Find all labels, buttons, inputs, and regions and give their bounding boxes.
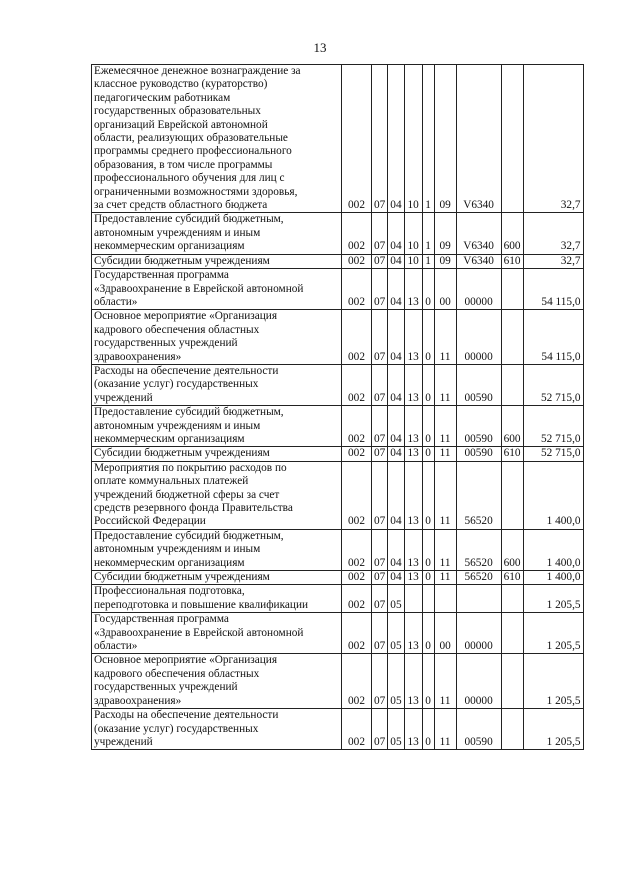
main-activity-code-cell: 11	[434, 447, 456, 461]
expense-direction-code-cell: 00590	[456, 709, 501, 750]
item-name-line: кадрового обеспечения областных	[94, 667, 260, 680]
table-body	[92, 65, 584, 750]
amount-cell: 32,7	[523, 254, 583, 268]
item-name-line: Российской Федерации	[94, 515, 206, 528]
main-activity-code-cell: 11	[434, 709, 456, 750]
item-name-cell	[92, 613, 342, 654]
item-name-cell	[92, 447, 342, 461]
expense-type-code-cell: 600	[501, 406, 523, 447]
program-code-cell: 13	[404, 461, 422, 529]
ministry-code-cell: 002	[342, 613, 372, 654]
ministry-code-cell: 002	[342, 709, 372, 750]
amount-cell: 54 115,0	[523, 310, 583, 365]
item-name-cell	[92, 254, 342, 268]
subprogram-code-cell: 0	[422, 447, 434, 461]
item-name-line: области»	[94, 640, 138, 653]
section-code-cell: 07	[372, 406, 388, 447]
table-row	[92, 613, 584, 654]
item-name-line: Профессиональная подготовка,	[94, 585, 245, 598]
item-name-cell	[92, 571, 342, 585]
amount-cell: 54 115,0	[523, 269, 583, 310]
program-code-cell: 13	[404, 571, 422, 585]
table-row	[92, 254, 584, 268]
expense-direction-code-cell: 00000	[456, 613, 501, 654]
ministry-code-cell: 002	[342, 447, 372, 461]
item-name-cell	[92, 529, 342, 570]
ministry-code-cell: 002	[342, 310, 372, 365]
subsection-code-cell: 04	[388, 529, 404, 570]
table-row	[92, 447, 584, 461]
subsection-code-cell: 04	[388, 461, 404, 529]
expense-type-code-cell	[501, 654, 523, 709]
item-name-line: «Здравоохранение в Еврейской автономной	[94, 626, 304, 639]
subsection-code-cell: 04	[388, 406, 404, 447]
amount-cell: 52 715,0	[523, 447, 583, 461]
item-name-line: учреждений	[94, 735, 153, 748]
item-name-line: Расходы на обеспечение деятельности	[94, 364, 279, 377]
item-name-line: Государственная программа	[94, 613, 229, 626]
item-name-line: педагогическим работникам	[94, 91, 231, 104]
subprogram-code-cell: 0	[422, 654, 434, 709]
ministry-code-cell: 002	[342, 461, 372, 529]
ministry-code-cell: 002	[342, 585, 372, 613]
item-name-line: государственных образовательных	[94, 105, 261, 118]
table-row	[92, 571, 584, 585]
item-name-line: оплате коммунальных платежей	[94, 475, 249, 488]
item-name-cell	[92, 310, 342, 365]
ministry-code-cell: 002	[342, 254, 372, 268]
expense-direction-code-cell: V6340	[456, 65, 501, 213]
item-name-cell	[92, 65, 342, 213]
subprogram-code-cell	[422, 585, 434, 613]
program-code-cell: 10	[404, 213, 422, 254]
item-name-line: Основное мероприятие «Организация	[94, 310, 278, 323]
item-name-line: Государственная программа	[94, 269, 229, 282]
item-name-cell	[92, 461, 342, 529]
table-row	[92, 364, 584, 405]
item-name-line: государственных учреждений	[94, 681, 238, 694]
item-name-line: области, реализующих образовательные	[94, 132, 288, 145]
section-code-cell: 07	[372, 310, 388, 365]
item-name-cell	[92, 269, 342, 310]
item-name-line: Субсидии бюджетным учреждениям	[94, 447, 270, 460]
amount-cell: 52 715,0	[523, 406, 583, 447]
expense-direction-code-cell: 00590	[456, 447, 501, 461]
item-name-cell	[92, 654, 342, 709]
subprogram-code-cell: 0	[422, 709, 434, 750]
subprogram-code-cell: 0	[422, 269, 434, 310]
section-code-cell: 07	[372, 364, 388, 405]
subprogram-code-cell: 0	[422, 310, 434, 365]
expense-direction-code-cell	[456, 585, 501, 613]
table-row	[92, 65, 584, 213]
subsection-code-cell: 04	[388, 310, 404, 365]
item-name-line: Субсидии бюджетным учреждениям	[94, 571, 270, 584]
item-name-line: (оказание услуг) государственных	[94, 722, 259, 735]
table-row	[92, 709, 584, 750]
item-name-line: области»	[94, 295, 138, 308]
subsection-code-cell: 04	[388, 213, 404, 254]
section-code-cell: 07	[372, 213, 388, 254]
expense-type-code-cell: 610	[501, 571, 523, 585]
item-name-cell	[92, 213, 342, 254]
amount-cell: 1 400,0	[523, 571, 583, 585]
expense-direction-code-cell: 00590	[456, 364, 501, 405]
expense-type-code-cell	[501, 461, 523, 529]
item-name-line: здравоохранения»	[94, 350, 182, 363]
section-code-cell: 07	[372, 447, 388, 461]
ministry-code-cell: 002	[342, 213, 372, 254]
item-name-line: (оказание услуг) государственных	[94, 378, 259, 391]
item-name-line: средств резервного фонда Правительства	[94, 502, 293, 514]
table-row	[92, 585, 584, 613]
item-name-line: государственных учреждений	[94, 337, 238, 350]
main-activity-code-cell	[434, 585, 456, 613]
table-row	[92, 310, 584, 365]
subsection-code-cell: 05	[388, 654, 404, 709]
expense-type-code-cell	[501, 585, 523, 613]
amount-cell: 52 715,0	[523, 364, 583, 405]
table-row	[92, 406, 584, 447]
subprogram-code-cell: 0	[422, 364, 434, 405]
subprogram-code-cell: 1	[422, 254, 434, 268]
expense-direction-code-cell: 00000	[456, 269, 501, 310]
ministry-code-cell: 002	[342, 269, 372, 310]
subsection-code-cell: 05	[388, 613, 404, 654]
amount-cell: 32,7	[523, 65, 583, 213]
expense-type-code-cell	[501, 364, 523, 405]
expense-type-code-cell	[501, 65, 523, 213]
ministry-code-cell: 002	[342, 654, 372, 709]
main-activity-code-cell: 11	[434, 310, 456, 365]
table-row	[92, 213, 584, 254]
section-code-cell: 07	[372, 269, 388, 310]
ministry-code-cell: 002	[342, 406, 372, 447]
section-code-cell: 07	[372, 654, 388, 709]
table-row	[92, 654, 584, 709]
expense-direction-code-cell: 56520	[456, 571, 501, 585]
expense-direction-code-cell: 56520	[456, 529, 501, 570]
subsection-code-cell: 04	[388, 571, 404, 585]
program-code-cell: 13	[404, 613, 422, 654]
section-code-cell: 07	[372, 529, 388, 570]
subprogram-code-cell: 0	[422, 406, 434, 447]
table-row	[92, 529, 584, 570]
main-activity-code-cell: 11	[434, 364, 456, 405]
expense-direction-code-cell: 00000	[456, 654, 501, 709]
amount-cell: 1 400,0	[523, 529, 583, 570]
item-name-line: классное руководство (кураторство)	[94, 78, 268, 91]
item-name-cell	[92, 585, 342, 613]
program-code-cell: 10	[404, 65, 422, 213]
section-code-cell: 07	[372, 709, 388, 750]
main-activity-code-cell: 09	[434, 254, 456, 268]
subprogram-code-cell: 0	[422, 529, 434, 570]
item-name-line: за счет средств областного бюджета	[94, 199, 268, 212]
item-name-line: учреждений бюджетной сферы за счет	[94, 488, 280, 501]
item-name-line: некоммерческим организациям	[94, 556, 245, 569]
section-code-cell: 07	[372, 585, 388, 613]
expense-type-code-cell	[501, 709, 523, 750]
main-activity-code-cell: 11	[434, 571, 456, 585]
item-name-line: автономным учреждениям и иным	[94, 419, 261, 432]
item-name-line: учреждений	[94, 391, 153, 404]
main-activity-code-cell: 00	[434, 613, 456, 654]
main-activity-code-cell: 11	[434, 406, 456, 447]
program-code-cell: 13	[404, 447, 422, 461]
item-name-line: кадрового обеспечения областных	[94, 323, 260, 336]
expense-direction-code-cell: 56520	[456, 461, 501, 529]
amount-cell: 1 205,5	[523, 654, 583, 709]
item-name-cell	[92, 364, 342, 405]
item-name-line: программы среднего профессионального	[94, 145, 292, 158]
item-name-line: здравоохранения»	[94, 694, 182, 707]
expense-type-code-cell: 600	[501, 529, 523, 570]
amount-cell: 32,7	[523, 213, 583, 254]
section-code-cell: 07	[372, 65, 388, 213]
program-code-cell: 13	[404, 310, 422, 365]
item-name-cell	[92, 406, 342, 447]
program-code-cell: 13	[404, 654, 422, 709]
program-code-cell: 13	[404, 364, 422, 405]
item-name-line: Субсидии бюджетным учреждениям	[94, 254, 270, 267]
item-name-line: Ежемесячное денежное вознаграждение за	[94, 65, 301, 77]
expense-direction-code-cell: 00590	[456, 406, 501, 447]
item-name-line: переподготовка и повышение квалификации	[94, 598, 309, 611]
program-code-cell: 13	[404, 406, 422, 447]
item-name-line: ограниченными возможностями здоровья,	[94, 185, 298, 198]
expense-direction-code-cell: V6340	[456, 254, 501, 268]
program-code-cell: 13	[404, 709, 422, 750]
main-activity-code-cell: 11	[434, 654, 456, 709]
main-activity-code-cell: 09	[434, 65, 456, 213]
expense-type-code-cell: 600	[501, 213, 523, 254]
amount-cell: 1 205,5	[523, 585, 583, 613]
expense-direction-code-cell: 00000	[456, 310, 501, 365]
subsection-code-cell: 04	[388, 65, 404, 213]
subprogram-code-cell: 1	[422, 65, 434, 213]
subprogram-code-cell: 0	[422, 613, 434, 654]
expense-direction-code-cell: V6340	[456, 213, 501, 254]
main-activity-code-cell: 00	[434, 269, 456, 310]
expense-type-code-cell: 610	[501, 254, 523, 268]
subsection-code-cell: 05	[388, 709, 404, 750]
section-code-cell: 07	[372, 461, 388, 529]
program-code-cell: 13	[404, 529, 422, 570]
subprogram-code-cell: 0	[422, 571, 434, 585]
subsection-code-cell: 04	[388, 364, 404, 405]
program-code-cell	[404, 585, 422, 613]
subsection-code-cell: 04	[388, 254, 404, 268]
amount-cell: 1 205,5	[523, 613, 583, 654]
subprogram-code-cell: 0	[422, 461, 434, 529]
item-name-line: Расходы на обеспечение деятельности	[94, 709, 279, 722]
item-name-line: Основное мероприятие «Организация	[94, 654, 278, 667]
section-code-cell: 07	[372, 254, 388, 268]
table-row	[92, 461, 584, 529]
ministry-code-cell: 002	[342, 529, 372, 570]
expense-type-code-cell: 610	[501, 447, 523, 461]
section-code-cell: 07	[372, 571, 388, 585]
item-name-line: некоммерческим организациям	[94, 240, 245, 253]
expense-type-code-cell	[501, 310, 523, 365]
item-name-line: «Здравоохранение в Еврейской автономной	[94, 282, 304, 295]
item-name-line: автономным учреждениям и иным	[94, 543, 261, 556]
item-name-line: Мероприятия по покрытию расходов по	[94, 461, 287, 474]
item-name-line: Предоставление субсидий бюджетным,	[94, 406, 284, 419]
main-activity-code-cell: 11	[434, 461, 456, 529]
program-code-cell: 13	[404, 269, 422, 310]
ministry-code-cell: 002	[342, 364, 372, 405]
subsection-code-cell: 05	[388, 585, 404, 613]
item-name-line: Предоставление субсидий бюджетным,	[94, 529, 284, 542]
section-code-cell: 07	[372, 613, 388, 654]
amount-cell: 1 400,0	[523, 461, 583, 529]
program-code-cell: 10	[404, 254, 422, 268]
ministry-code-cell: 002	[342, 571, 372, 585]
main-activity-code-cell: 11	[434, 529, 456, 570]
item-name-line: Предоставление субсидий бюджетным,	[94, 213, 284, 226]
expense-type-code-cell	[501, 269, 523, 310]
item-name-cell	[92, 709, 342, 750]
amount-cell: 1 205,5	[523, 709, 583, 750]
item-name-line: профессионального обучения для лиц с	[94, 172, 285, 185]
item-name-line: образования, в том числе программы	[94, 158, 273, 171]
ministry-code-cell: 002	[342, 65, 372, 213]
main-activity-code-cell: 09	[434, 213, 456, 254]
subsection-code-cell: 04	[388, 269, 404, 310]
item-name-line: некоммерческим организациям	[94, 432, 245, 445]
page-number: 13	[313, 40, 327, 55]
item-name-line: организаций Еврейской автономной	[94, 118, 268, 131]
subsection-code-cell: 04	[388, 447, 404, 461]
expense-type-code-cell	[501, 613, 523, 654]
subprogram-code-cell: 1	[422, 213, 434, 254]
item-name-line: автономным учреждениям и иным	[94, 226, 261, 239]
table-row	[92, 269, 584, 310]
budget-table	[91, 64, 584, 750]
